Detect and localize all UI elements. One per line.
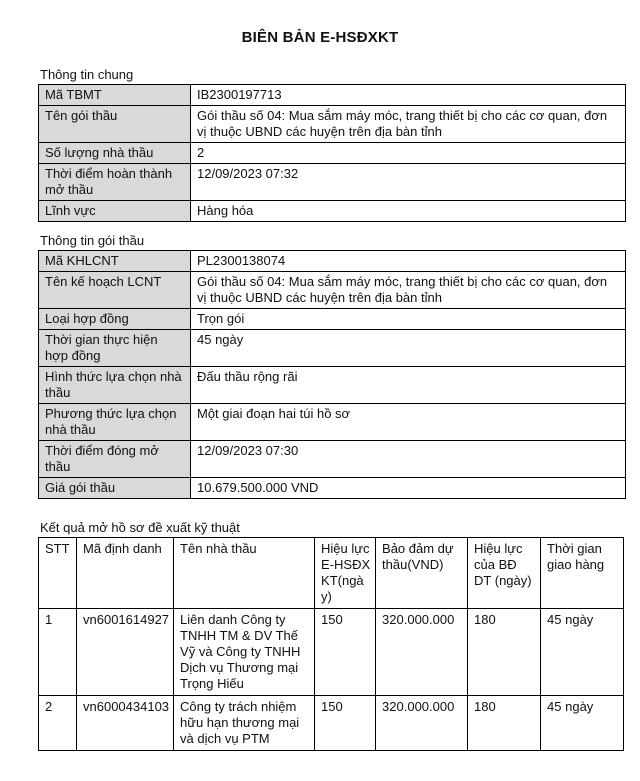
row-label: Mã KHLCNT xyxy=(39,251,191,272)
row-value: Trọn gói xyxy=(191,309,626,330)
table-row xyxy=(39,478,626,499)
row-value: Hàng hóa xyxy=(191,201,626,222)
table-row xyxy=(39,404,626,441)
cell-guarantee-validity: 180 xyxy=(468,609,541,696)
row-value: Đấu thầu rộng rãi xyxy=(191,367,626,404)
row-label: Loại hợp đồng xyxy=(39,309,191,330)
cell-delivery: 45 ngày xyxy=(541,696,624,751)
table-row xyxy=(39,272,626,309)
row-label: Phương thức lựa chọn nhà thầu xyxy=(39,404,191,441)
row-label: Tên kế hoạch LCNT xyxy=(39,272,191,309)
row-value: 10.679.500.000 VND xyxy=(191,478,626,499)
cell-validity: 150 xyxy=(315,696,376,751)
column-header: Bảo đảm dự thầu(VND) xyxy=(376,538,468,609)
cell-guarantee: 320.000.000 xyxy=(376,696,468,751)
table-row xyxy=(39,696,624,751)
table-row xyxy=(39,201,626,222)
table-row xyxy=(39,143,626,164)
table-header-row xyxy=(39,538,624,609)
column-header: STT xyxy=(39,538,77,609)
general-info-table xyxy=(38,84,626,222)
package-info-heading: Thông tin gói thầu xyxy=(40,233,145,248)
row-label: Lĩnh vực xyxy=(39,201,191,222)
table-row xyxy=(39,106,626,143)
row-label: Số lượng nhà thầu xyxy=(39,143,191,164)
row-label: Giá gói thầu xyxy=(39,478,191,499)
cell-contractor-name: Công ty trách nhiệm hữu hạn thương mại và dịch vụ PTM xyxy=(174,696,315,751)
table-row xyxy=(39,330,626,367)
table-row xyxy=(39,85,626,106)
results-heading: Kết quả mở hồ sơ đề xuất kỹ thuật xyxy=(40,520,240,535)
row-label: Tên gói thầu xyxy=(39,106,191,143)
cell-stt: 1 xyxy=(39,609,77,696)
row-value: 12/09/2023 07:32 xyxy=(191,164,626,201)
row-value: 12/09/2023 07:30 xyxy=(191,441,626,478)
row-value: 2 xyxy=(191,143,626,164)
cell-delivery: 45 ngày xyxy=(541,609,624,696)
row-value: Gói thầu số 04: Mua sắm máy móc, trang thiết bị cho các cơ quan, đơn vị thuộc UBND các huyện trên địa bàn tỉnh xyxy=(191,106,626,143)
row-label: Thời điểm đóng mở thầu xyxy=(39,441,191,478)
table-row xyxy=(39,367,626,404)
cell-id: vn6000434103 xyxy=(77,696,174,751)
row-value: 45 ngày xyxy=(191,330,626,367)
row-value: Một giai đoạn hai túi hồ sơ xyxy=(191,404,626,441)
row-label: Thời điểm hoàn thành mở thầu xyxy=(39,164,191,201)
table-row xyxy=(39,251,626,272)
table-row xyxy=(39,164,626,201)
column-header: Hiệu lực E-HSĐXKT(ngày) xyxy=(315,538,376,609)
cell-stt: 2 xyxy=(39,696,77,751)
package-info-table xyxy=(38,250,626,499)
row-label: Thời gian thực hiện hợp đồng xyxy=(39,330,191,367)
cell-validity: 150 xyxy=(315,609,376,696)
row-label: Mã TBMT xyxy=(39,85,191,106)
table-row xyxy=(39,309,626,330)
page-title: BIÊN BẢN E-HSĐXKT xyxy=(241,29,399,46)
column-header: Tên nhà thầu xyxy=(174,538,315,609)
results-table xyxy=(38,537,624,751)
cell-guarantee-validity: 180 xyxy=(468,696,541,751)
table-row xyxy=(39,609,624,696)
column-header: Hiệu lực của BĐ DT (ngày) xyxy=(468,538,541,609)
column-header: Thời gian giao hàng xyxy=(541,538,624,609)
cell-guarantee: 320.000.000 xyxy=(376,609,468,696)
row-value: Gói thầu số 04: Mua sắm máy móc, trang thiết bị cho các cơ quan, đơn vị thuộc UBND các huyện trên địa bàn tỉnh xyxy=(191,272,626,309)
row-label: Hình thức lựa chọn nhà thầu xyxy=(39,367,191,404)
table-row xyxy=(39,441,626,478)
row-value: IB2300197713 xyxy=(191,85,626,106)
general-info-heading: Thông tin chung xyxy=(40,67,134,82)
column-header: Mã định danh xyxy=(77,538,174,609)
cell-id: vn6001614927 xyxy=(77,609,174,696)
row-value: PL2300138074 xyxy=(191,251,626,272)
cell-contractor-name: Liên danh Công ty TNHH TM & DV Thế Vỹ và Công ty TNHH Dịch vụ Thương mại Trọng Hiếu xyxy=(174,609,315,696)
